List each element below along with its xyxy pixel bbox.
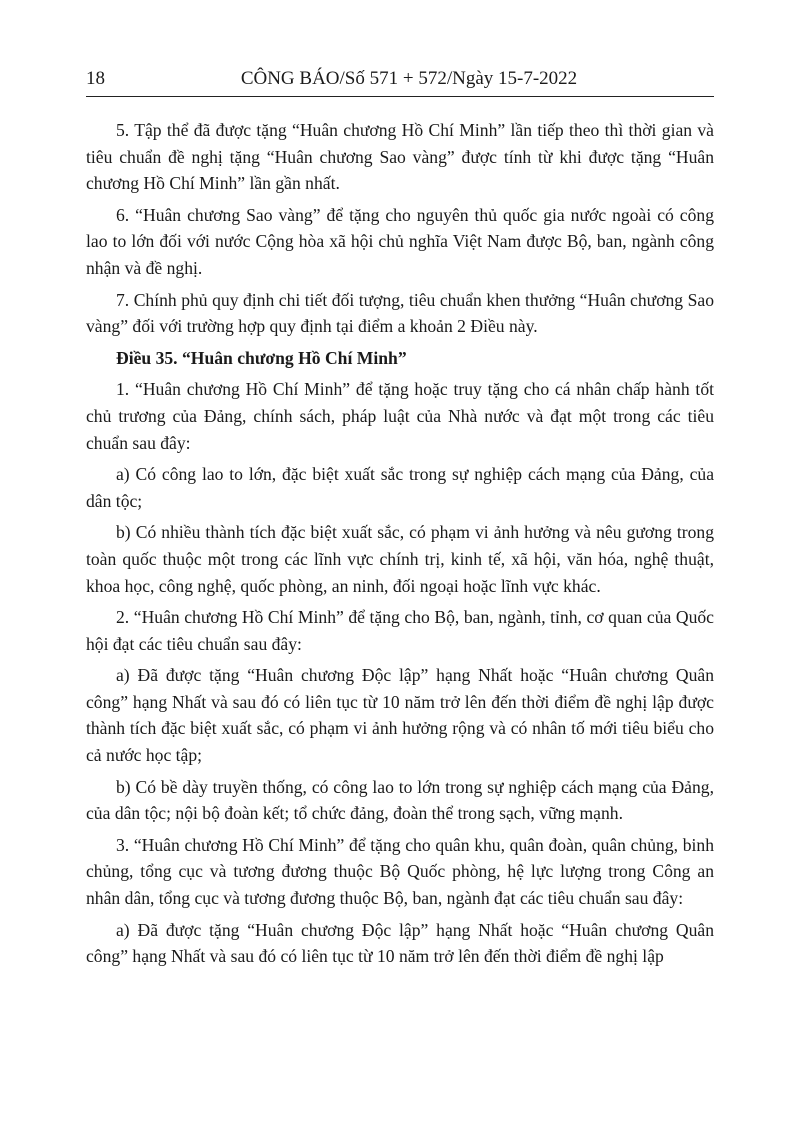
article-35-clause-1a: a) Có công lao to lớn, đặc biệt xuất sắc trong sự nghiệp cách mạng của Đảng, của dân tộc; xyxy=(86,464,714,511)
article-35-clause-1b: b) Có nhiều thành tích đặc biệt xuất sắc, có phạm vi ảnh hưởng và nêu gương trong toàn quốc thuộc một trong các lĩnh vực chính trị, kinh tế, xã hội, văn hóa, nghệ thuật, khoa học, công nghệ, quốc phòng, an ninh, đối ngoại hoặc lĩnh vực khác. xyxy=(86,522,714,596)
article-35-clause-3a: a) Đã được tặng “Huân chương Độc lập” hạng Nhất hoặc “Huân chương Quân công” hạng Nhất và sau đó có liên tục từ 10 năm trở lên đến thời điểm đề nghị lập xyxy=(86,919,714,967)
page-header xyxy=(86,66,714,97)
document-body xyxy=(86,117,714,970)
article-35-clause-2: 2. “Huân chương Hồ Chí Minh” để tặng cho Bộ, ban, ngành, tỉnh, cơ quan của Quốc hội đạt các tiêu chuẩn sau đây: xyxy=(86,607,714,654)
running-title: CÔNG BÁO/Số 571 + 572/Ngày 15-7-2022 xyxy=(240,68,578,89)
page-number: 18 xyxy=(86,68,105,89)
paragraph-clause-7: 7. Chính phủ quy định chi tiết đối tượng, tiêu chuẩn khen thưởng “Huân chương Sao vàng” đối với trường hợp quy định tại điểm a khoản 2 Điều này. xyxy=(86,289,714,337)
article-35-clause-3: 3. “Huân chương Hồ Chí Minh” để tặng cho quân khu, quân đoàn, quân chủng, binh chủng, tổng cục và tương đương thuộc Bộ Quốc phòng, hệ lực lượng trong Công an nhân dân, tổng cục và tương đương thuộc Bộ, ban, ngành đạt các tiêu chuẩn sau đây: xyxy=(86,834,714,909)
paragraph-clause-6: 6. “Huân chương Sao vàng” để tặng cho nguyên thủ quốc gia nước ngoài có công lao to lớn đối với nước Cộng hòa xã hội chủ nghĩa Việt Nam được Bộ, ban, ngành công nhận và đề nghị. xyxy=(86,204,714,278)
article-35-clause-1: 1. “Huân chương Hồ Chí Minh” để tặng hoặc truy tặng cho cá nhân chấp hành tốt chủ trương của Đảng, chính sách, pháp luật của Nhà nước và đạt một trong các tiêu chuẩn sau đây: xyxy=(86,379,714,453)
paragraph-clause-5: 5. Tập thể đã được tặng “Huân chương Hồ Chí Minh” lần tiếp theo thì thời gian và tiêu chuẩn đề nghị tặng “Huân chương Sao vàng” được tính từ khi được tặng “Huân chương Hồ Chí Minh” lần gần nhất. xyxy=(86,120,714,194)
article-35-clause-2a: a) Đã được tặng “Huân chương Độc lập” hạng Nhất hoặc “Huân chương Quân công” hạng Nhất và sau đó có liên tục từ 10 năm trở lên đến thời điểm đề nghị lập được thành tích đặc biệt xuất sắc, có phạm vi ảnh hưởng rộng và có nhân tố mới tiêu biểu cho cả nước học tập; xyxy=(86,665,714,766)
article-35-heading: Điều 35. “Huân chương Hồ Chí Minh” xyxy=(116,347,407,368)
article-35-clause-2b: b) Có bề dày truyền thống, có công lao to lớn trong sự nghiệp cách mạng của Đảng, của dân tộc; nội bộ đoàn kết; tổ chức đảng, đoàn thể trong sạch, vững mạnh. xyxy=(86,776,714,824)
